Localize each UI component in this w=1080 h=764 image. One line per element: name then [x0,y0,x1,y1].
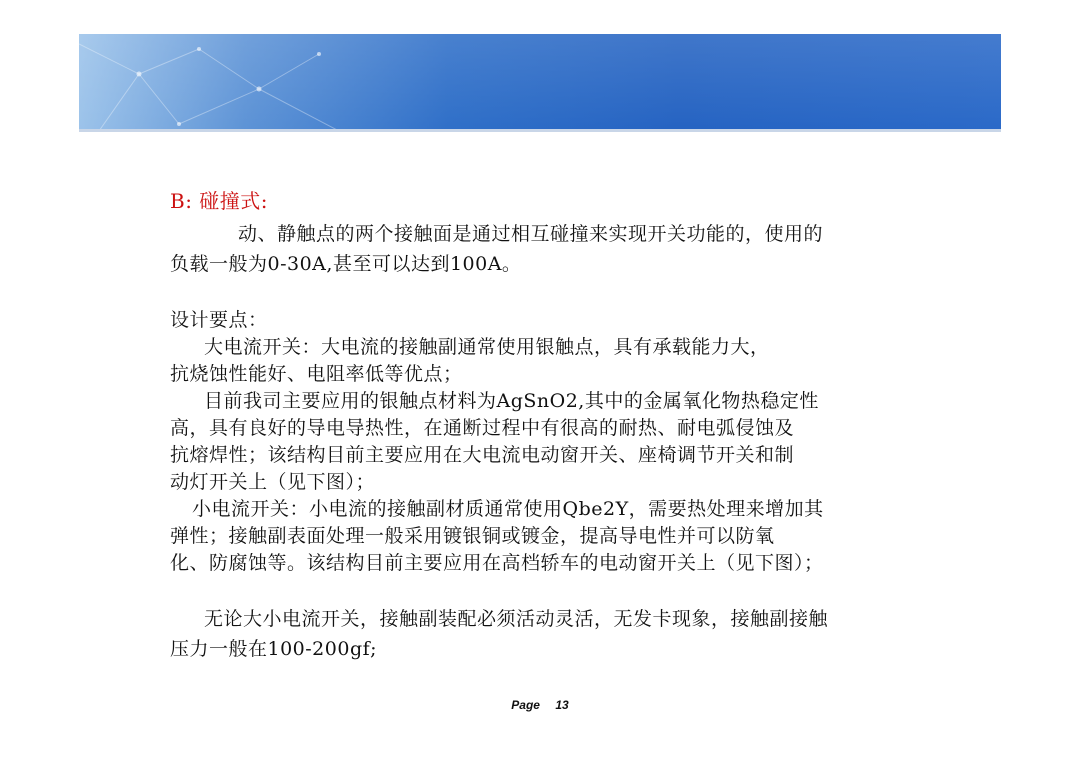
paragraph-line: 小电流开关：小电流的接触副材质通常使用Qbe2Y，需要热处理来增加其 [192,498,824,520]
paragraph-line: 抗熔焊性；该结构目前主要应用在大电流电动窗开关、座椅调节开关和制 [170,444,795,466]
design-points-title: 设计要点： [170,309,268,331]
page-label: Page [511,698,540,712]
section-heading: B: 碰撞式: [170,189,269,213]
paragraph-line: 压力一般在100-200gf; [170,638,378,660]
banner-divider [79,129,1001,132]
paragraph-line: 动、静触点的两个接触面是通过相互碰撞来实现开关功能的，使用的 [238,223,824,245]
paragraph-line: 负载一般为0-30A,甚至可以达到100A。 [170,253,522,275]
paragraph-line: 大电流开关：大电流的接触副通常使用银触点，具有承载能力大， [204,336,770,358]
paragraph-line: 抗烧蚀性能好、电阻率低等优点； [170,363,463,385]
paragraph-line: 化、防腐蚀等。该结构目前主要应用在高档轿车的电动窗开关上（见下图）； [170,552,824,574]
header-banner [79,34,1001,131]
paragraph-line: 弹性；接触副表面处理一般采用镀银铜或镀金，提高导电性并可以防氧 [170,525,775,547]
paragraph-line: 目前我司主要应用的银触点材料为AgSnO2,其中的金属氧化物热稳定性 [204,390,819,412]
page-footer [0,698,1080,712]
paragraph-line: 高，具有良好的导电导热性，在通断过程中有很高的耐热、耐电弧侵蚀及 [170,417,795,439]
paragraph-line: 动灯开关上（见下图）； [170,471,376,493]
banner-network-graphic [79,34,1001,131]
page-number: 13 [555,698,569,712]
paragraph-line: 无论大小电流开关，接触副装配必须活动灵活，无发卡现象，接触副接触 [204,608,829,630]
